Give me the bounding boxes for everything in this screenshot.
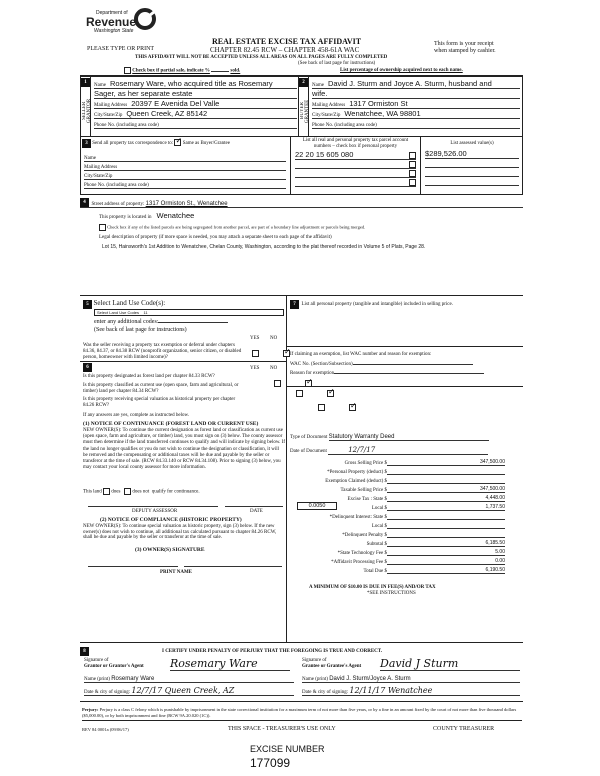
- grantor-name[interactable]: Rosemary Ware: [111, 676, 155, 682]
- wac-input[interactable]: [353, 364, 473, 365]
- rev-number: REV 84 0001a (09/06/17): [82, 727, 129, 732]
- located-in[interactable]: Wenatchee: [156, 211, 195, 220]
- form-title: REAL ESTATE EXCISE TAX AFFIDAVIT: [212, 37, 362, 46]
- buyer-city[interactable]: Wenatchee, WA 98801: [344, 109, 421, 118]
- seller-name-2[interactable]: Sager, as her separate estate: [94, 89, 193, 98]
- section-8: 8 I CERTIFY UNDER PENALTY OF PERJURY THAT THE FOREGOING IS TRUE AND CORRECT. Signature of Grantor or Grantor's Agent Rosemary Ware Name (print) Rosemary Ware Date & city of signing: 12/7/17 Queen Creek, AZ Signature of Grantee or Grantee's Agent David J Sturm Name (print) David J. Sturm/Joyce A. Sturm Date & city of signing: 12/11/17 Wenatchee: [80, 645, 523, 702]
- section-1-2: 1 SELLER GRANTOR Name Rosemary Ware, who acquired title as Rosemary Sager, as her separate estate Mailing Address 20397 E Avenida Del Valle City/State/Zip Queen Creek, AZ 85142 Phone No. (including area code) 2 BUYER GRANTEE Name David J. Sturm and Joyce A. Sturm, husband and wife. Mailing Address 1317 Ormiston St City/State/Zip Wenatchee, WA 98801 Phone No. (including area code): [80, 75, 523, 137]
- doc-date[interactable]: 12/7/17: [328, 446, 488, 455]
- wa-state: Washington State: [94, 28, 134, 34]
- treasurer-use: THIS SPACE - TREASURER'S USE ONLY: [228, 726, 336, 732]
- section-number: 2: [299, 78, 308, 87]
- seller-name-1[interactable]: Rosemary Ware, who acquired title as Rosemary: [109, 79, 273, 88]
- buyer-name-1[interactable]: David J. Sturm and Joyce A. Sturm, husband and: [327, 79, 492, 88]
- grantee-date[interactable]: 12/11/17 Wenatchee: [349, 686, 433, 695]
- does-checkbox[interactable]: [103, 488, 110, 495]
- personal-property-checkbox[interactable]: [409, 161, 416, 168]
- personal-property-checkbox[interactable]: [409, 170, 416, 177]
- doc-type[interactable]: Statutory Warranty Deed: [329, 434, 489, 441]
- form-chapter: CHAPTER 82.45 RCW – CHAPTER 458-61A WAC: [210, 46, 360, 54]
- partial-sale-checkbox[interactable]: [124, 67, 131, 74]
- tax-calc-table: Gross Selling Price $ 347,500.00 *Personal Property (deduct) $ Exemption Claimed (deduct) $ Taxable Selling Price $ 347,500.00 Excise Tax : State $ 4,448.00 0.0050 Local $ 1,737.50 *Delinquent Interest: State $ Local $ *Delinquent Penalty $ Subtotal $ 6,185.50 *State Technology Fee $ 5.00 *Affidavit Processing Fee $ 0.00 Total Due $ 6,190.50: [287, 457, 517, 574]
- owner-signature-line[interactable]: [88, 566, 178, 567]
- section-number: 1: [81, 78, 90, 87]
- grantee-name[interactable]: David J. Sturm/Joyce A. Sturm: [329, 676, 411, 682]
- land-use-select[interactable]: Select Land Use Codes 11: [94, 309, 284, 316]
- exemption-yes-checkbox[interactable]: [252, 350, 259, 357]
- ownership-note: List percentage of ownership acquired next to each name.: [340, 68, 463, 73]
- legal-label: Legal description of property (if more space is needed, you may attach a separate sheet to each page of the affidavit): [99, 235, 332, 240]
- dor-logo: [82, 8, 157, 38]
- seller-city[interactable]: Queen Creek, AZ 85142: [126, 109, 208, 118]
- reason-input[interactable]: [334, 373, 484, 374]
- section-number: 3: [82, 139, 91, 148]
- revenue: Revenue: [86, 15, 137, 29]
- dept-of: Department of: [96, 10, 128, 16]
- section-3: 3 Send all property tax correspondence to: ✓ Same as Buyer/Grantee Name Mailing Address City/State/Zip Phone No. (including area code) List all real and personal property tax parcel account numbers – check box if personal property 22 20 15 605 080 List assessed value(s) $289,526.00: [80, 137, 523, 195]
- section-number: 4: [80, 198, 89, 207]
- personal-property-checkbox[interactable]: [409, 152, 416, 159]
- seller-label: SELLER GRANTOR: [82, 98, 92, 124]
- buyer-mailing[interactable]: 1317 Ormiston St: [349, 99, 408, 108]
- assessed-header: List assessed value(s): [450, 141, 494, 146]
- assessed-value[interactable]: $289,526.00: [425, 149, 467, 158]
- seller-mailing[interactable]: 20397 E Avenida Del Valle: [131, 99, 220, 108]
- section-number: 6: [83, 363, 92, 372]
- same-as-buyer-checkbox[interactable]: [174, 139, 181, 146]
- partial-sale: Check box if partial sale, indicate % sold.: [124, 67, 240, 74]
- section-4: 4 Street address of property: 1317 Ormiston St., Wenatchee This property is located in Wenatchee Check box if any of the listed parcels are being segregated from another parcel, are part of a boundary line adjustment or parcels being merged. Legal description of property (if more space is needed, you may attach a separate sheet to each page of the affidavit) Lot 15, Hainsworth's 1st Addition to Wenatchee, Chelan County, Washington, according to the plat thereof recorded in Volume 5 of Plats, Page 28.: [80, 198, 523, 250]
- parcel-header: List all real and personal property tax parcel account numbers – check box if personal property: [302, 138, 409, 149]
- street-address[interactable]: 1317 Ormiston St., Wenatchee: [145, 201, 228, 207]
- forest-yes-checkbox[interactable]: [274, 380, 281, 387]
- grantee-signature[interactable]: David J Sturm: [380, 657, 520, 671]
- warning: THIS AFFIDAVIT WILL NOT BE ACCEPTED UNLESS ALL AREAS ON ALL PAGES ARE FULLY COMPLETED: [135, 55, 388, 60]
- parcel-number[interactable]: 22 20 15 605 080: [295, 150, 354, 159]
- section-number: 8: [80, 647, 89, 656]
- lower-block: 5 Select Land Use Code(s): Select Land Use Codes 11 enter any additional codes: (See back of last page for instructions) YES NO Was the seller receiving a property tax exemption or deferral under chapters 84.36, 84.37, or 84.38 RCW (nonprofit organization, senior citizen, or disabled person, homeowner with limited income)? ✓ 6 YES NO Is this property designated as forest land per chapter 84.33 RCW? ✓ Is this property classified as current use (open space, farm and agricultural, or timber) land per chapter 84.34 RCW? ✓ Is this property receiving special valuation as historical property per chapter 84.26 RCW? ✓ If any answers are yes, complete as instructed below. (1) NOTICE OF CONTINUANCE (FOREST LAND OR CURRENT USE) NEW OWNER(S): To continue the current designation as forest land or classification as current use (open space, farm and agriculture, or timber) land, you must sign on (3) below. The county assessor must then determine if the land transferred continues to qualify and will indicate by signing below. If the land no longer qualifies or you do not wish to continue the designation or classification, it will be removed and the compensating or additional taxes will be due and payable by the seller or transferor at the time of sale. (RCW 84.33.140 or RCW 84.34.108). Prior to signing (3) below, you may contact your local county assessor for more information. This land does does not qualify for continuance. DEPUTY ASSESSOR DATE (2) NOTICE OF COMPLIANCE (HISTORIC PROPERTY) NEW OWNER(S): To continue special valuation as historic property, sign (3) below. If the new owner(s) does not wish to continue, all additional tax calculated pursuant to chapter 84.26 RCW, shall be due and payable by the seller or transferor at the time of sale. (3) OWNER(S) SIGNATURE PRINT NAME 7 List all personal property (tangible and intangible) included in selling price. If claiming an exemption, list WAC number and reason for exemption: WAC No. (Section/Subsection) Reason for exemption Type of Document Statutory Warranty Deed Date of Document 12/7/17 Gross Selling Price $ 347,500.00 *Personal Property (deduct) $ Exemption Claimed (deduct) $ Taxable Selling Price $ 347,500.00 Excise Tax : State $ 4,448.00 0.0050 Local $ 1,737.50 *Delinquent Interest: State $ Local $ *Delinquent Penalty $ Subtotal $ 6,185.50 *State Technology Fee $ 5.00 *Affidavit Processing Fee $ 0.00 Total Due $ 6,190.50 A MINIMUM OF $10.00 IS DUE IN FEE(S) AND/OR TAX *SEE INSTRUCTIONS: [80, 295, 523, 643]
- personal-property-checkbox[interactable]: [409, 179, 416, 186]
- county-treasurer: COUNTY TREASURER: [433, 726, 495, 732]
- buyer-name-2[interactable]: wife.: [312, 89, 328, 98]
- section-number: 7: [290, 300, 299, 309]
- section-number: 5: [83, 300, 92, 309]
- receipt-note-2: when stamped by cashier.: [434, 48, 496, 54]
- perjury-note: Perjury: Perjury is a class C felony which is punishable by imprisonment in the state correctional institution for a maximum term of not more than five years, or by a fine in an amount fixed by the court of not more than five thousand dollars ($5,000.00), or by both imprisonment and fine (RCW 9A.20.020 (1C)).: [82, 707, 522, 721]
- see-back: (See back of last page for instructions): [298, 61, 376, 66]
- grantor-signature[interactable]: Rosemary Ware: [170, 657, 290, 671]
- receipt-note-1: This form is your receipt: [434, 41, 494, 47]
- grantor-date[interactable]: 12/7/17 Queen Creek, AZ: [131, 686, 235, 695]
- dor-swoosh-icon: [134, 8, 156, 30]
- does-not-checkbox[interactable]: [124, 488, 131, 495]
- please-type: PLEASE TYPE OR PRINT: [87, 46, 155, 52]
- segregated-checkbox[interactable]: [99, 224, 106, 231]
- local-rate[interactable]: 0.0050: [297, 502, 337, 510]
- buyer-label: BUYER GRANTEE: [300, 99, 310, 123]
- excise-label: EXCISE NUMBER: [250, 744, 325, 754]
- legal-description[interactable]: Lot 15, Hainsworth's 1st Addition to Wenatchee, Chelan County, Washington, according to the plat thereof recorded in Volume 5 of Plats, Page 28.: [102, 244, 426, 250]
- excise-number: 177099: [250, 756, 291, 770]
